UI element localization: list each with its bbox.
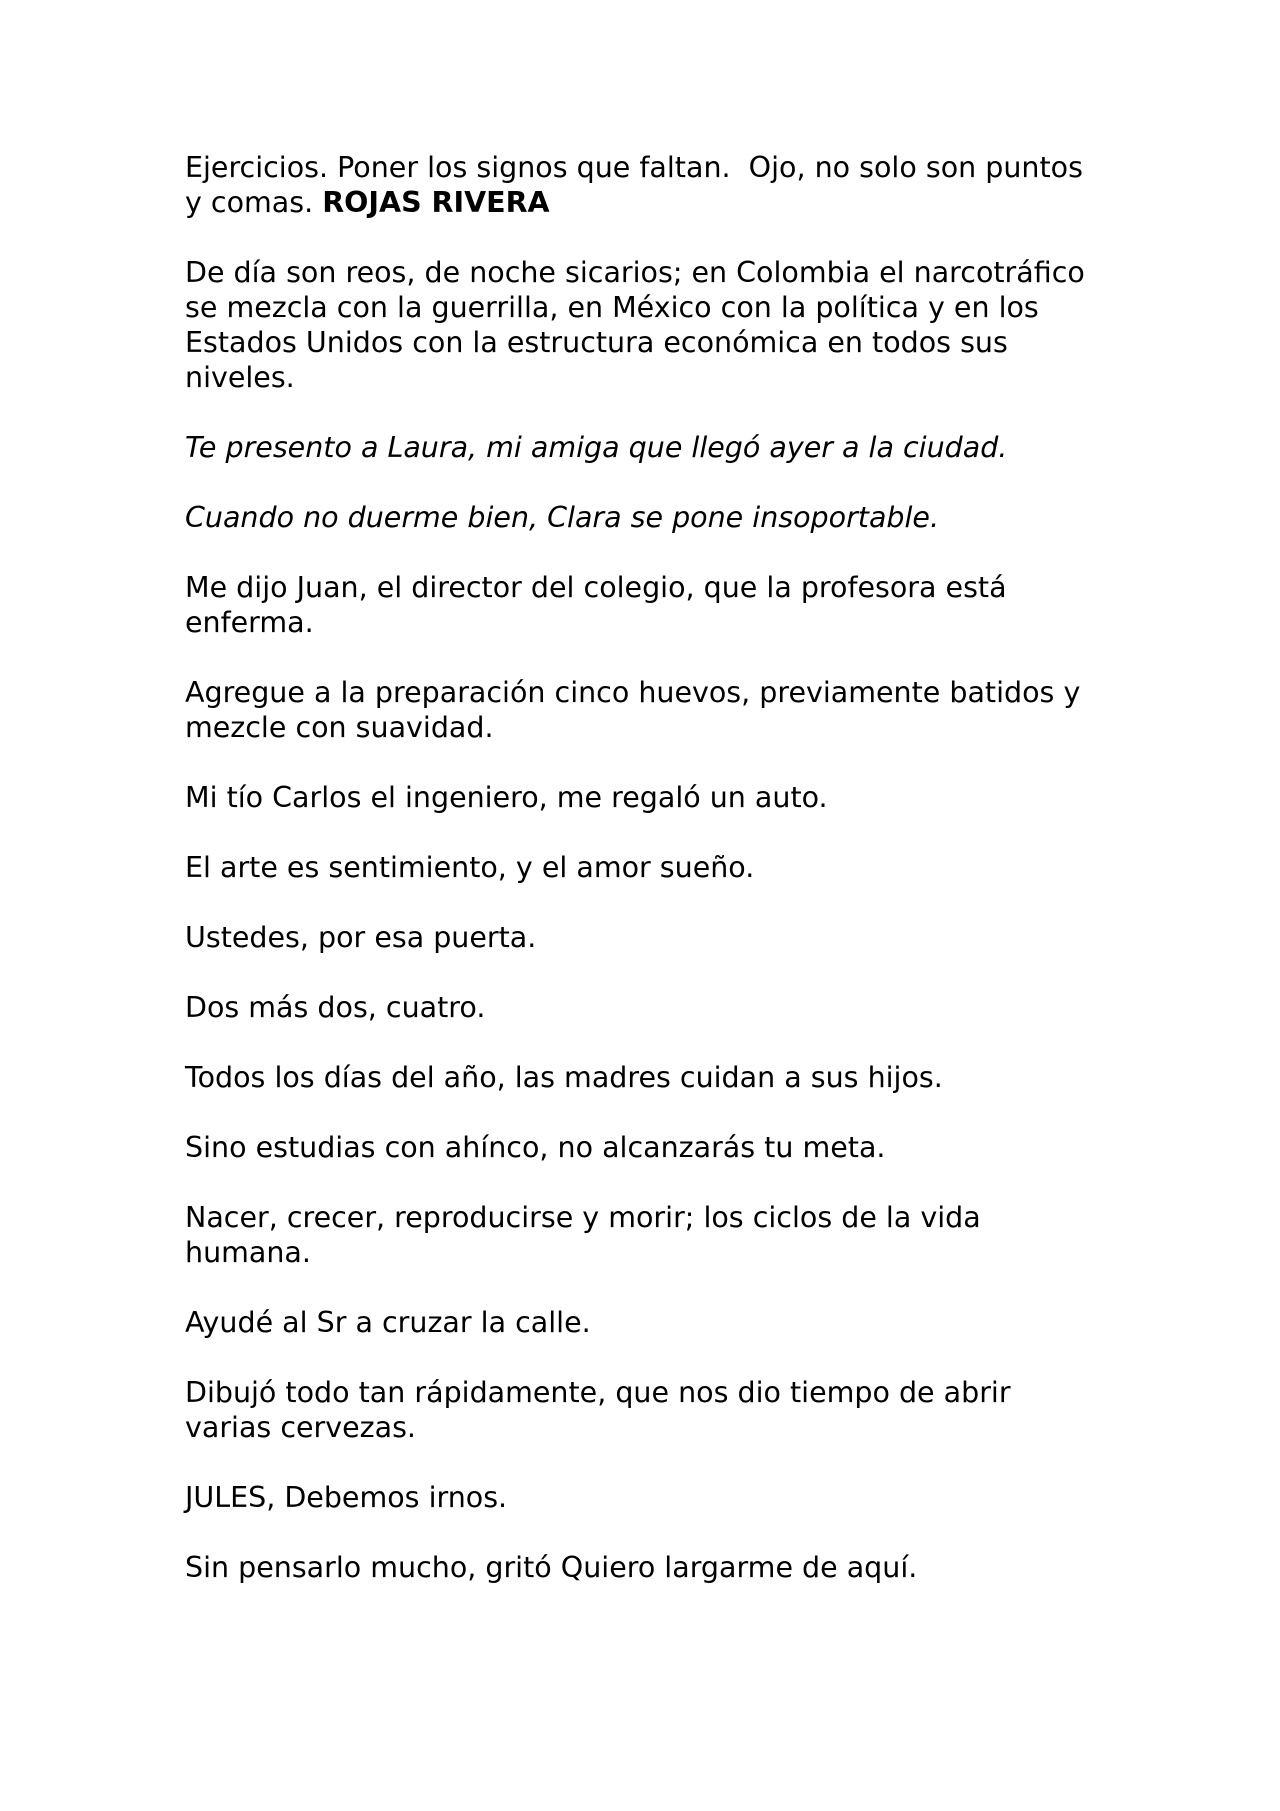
- exercise-sentence: Me dijo Juan, el director del colegio, que la profesora está enferma.: [185, 571, 1016, 639]
- exercise-sentence: Mi tío Carlos el ingeniero, me regaló un auto.: [185, 781, 828, 814]
- intro-paragraph: [185, 150, 1092, 220]
- exercise-sentence: Dos más dos, cuatro.: [185, 991, 486, 1024]
- exercise-sentence: El arte es sentimiento, y el amor sueño.: [185, 851, 755, 884]
- exercise-sentence: Ayudé al Sr a cruzar la calle.: [185, 1306, 591, 1339]
- exercise-sentence: Agregue a la preparación cinco huevos, previamente batidos y mezcle con suavidad.: [185, 676, 1090, 744]
- exercise-sentence: Ustedes, por esa puerta.: [185, 921, 537, 954]
- exercise-sentence: Todos los días del año, las madres cuidan a sus hijos.: [185, 1061, 943, 1094]
- document-body: [185, 150, 1094, 1620]
- exercise-sentence: De día son reos, de noche sicarios; en Colombia el narcotráfico se mezcla con la guerrilla, en México con la política y en los Estados Unidos con la estructura económica en todos sus niveles.: [185, 256, 1094, 394]
- exercise-sentence: Cuando no duerme bien, Clara se pone insoportable.: [185, 501, 940, 534]
- exercise-sentence: Nacer, crecer, reproducirse y morir; los ciclos de la vida humana.: [185, 1201, 990, 1269]
- exercise-sentence: Dibujó todo tan rápidamente, que nos dio tiempo de abrir varias cervezas.: [185, 1376, 1020, 1444]
- intro-text: Ejercicios. Poner los signos que faltan. Ojo, no solo son puntos y comas.: [185, 151, 1092, 219]
- author-name: ROJAS RIVERA: [322, 186, 550, 219]
- exercise-sentence: Te presento a Laura, mi amiga que llegó ayer a la ciudad.: [185, 431, 1008, 464]
- exercise-sentence: Sin pensarlo mucho, gritó Quiero largarme de aquí.: [185, 1551, 918, 1584]
- exercise-list: [185, 255, 1094, 1585]
- exercise-sentence: JULES, Debemos irnos.: [185, 1481, 508, 1514]
- exercise-sentence: Sino estudias con ahínco, no alcanzarás tu meta.: [185, 1131, 886, 1164]
